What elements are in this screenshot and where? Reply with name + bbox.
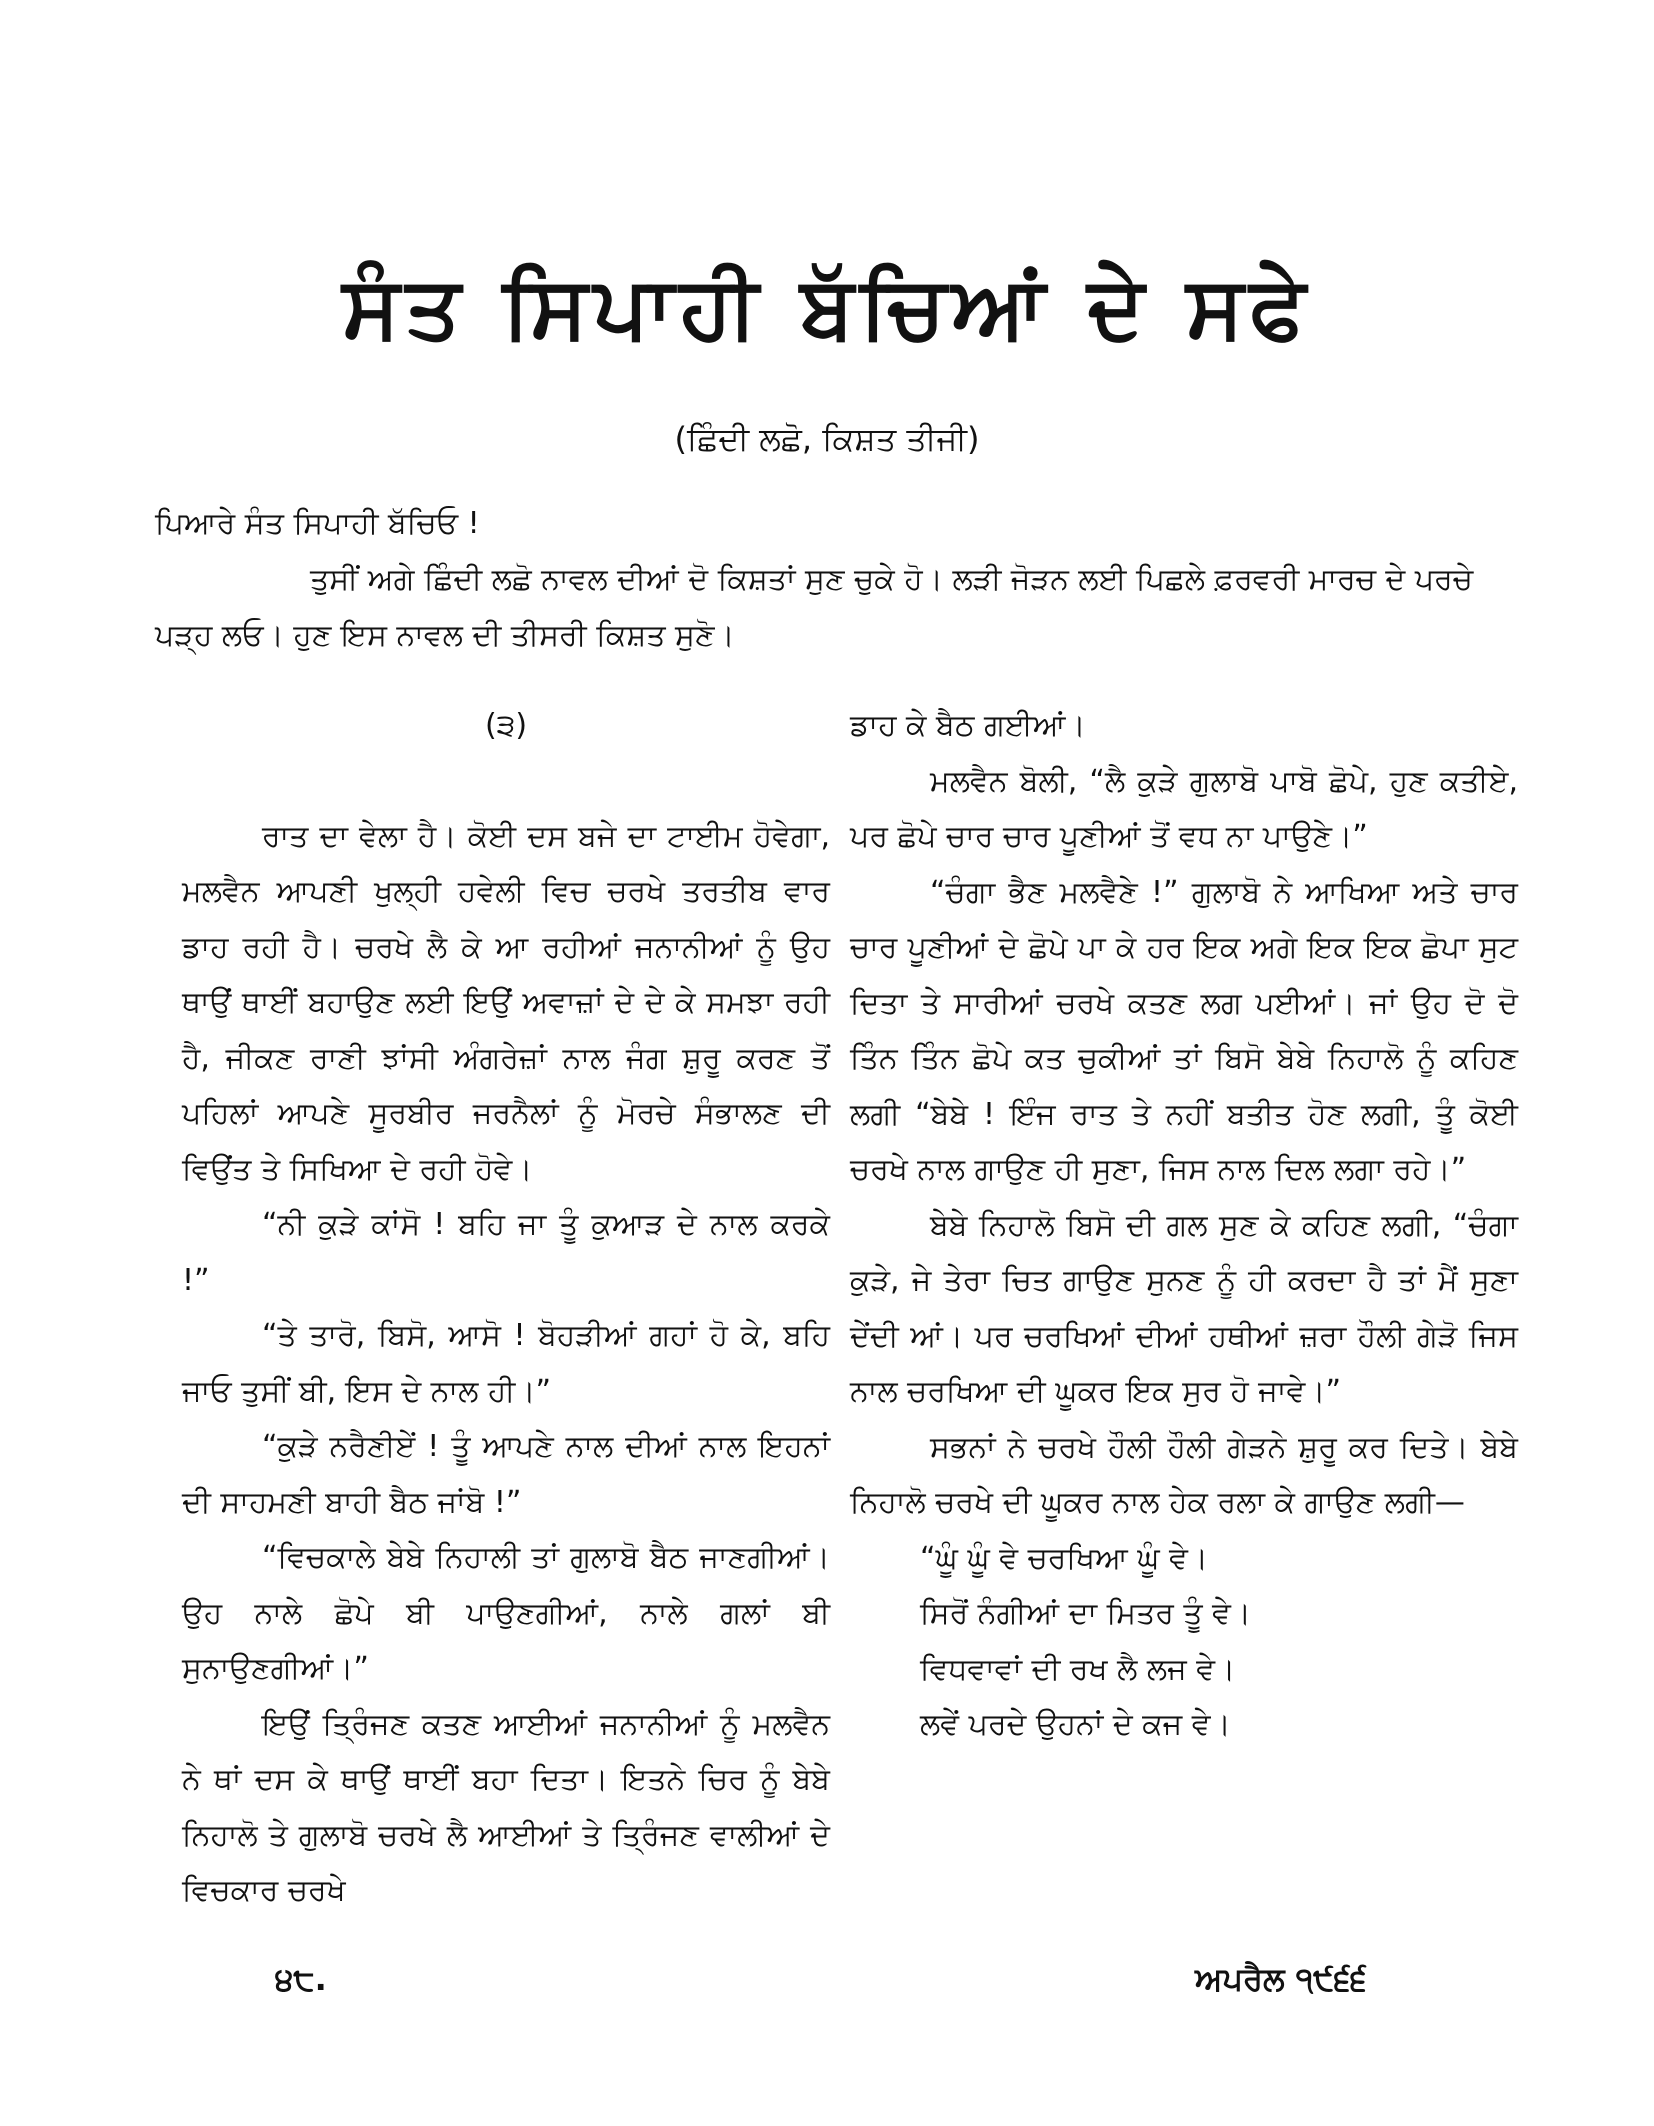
verse-line: ਲਵੇਂ ਪਰਦੇ ਉਹਨਾਂ ਦੇ ਕਜ ਵੇ। xyxy=(920,1707,1231,1742)
subtitle: (ਛਿੰਦੀ ਲਛੋ, ਕਿਸ਼ਤ ਤੀਜੀ) xyxy=(674,420,980,458)
paragraph: “ਵਿਚਕਾਲੇ ਬੇਬੇ ਨਿਹਾਲੀ ਤਾਂ ਗੁਲਾਬੋ ਬੈਠ ਜਾਣਗੀਆਂ। ਉਹ ਨਾਲੇ ਛੋਪੇ ਬੀ ਪਾਉਣਗੀਆਂ, ਨਾਲੇ ਗਲਾਂ ਬੀ ਸੁਨਾਉਣਗੀਆਂ।” xyxy=(182,1540,830,1686)
page-title: ਸੰਤ ਸਿਪਾਹੀ ਬੱਚਿਆਂ ਦੇ ਸਫੇ xyxy=(342,258,1312,358)
verse-line: ਵਿਧਵਾਵਾਂ ਦੀ ਰਖ ਲੈ ਲਜ ਵੇ। xyxy=(920,1651,1236,1687)
verse-line: “ਘੂੰ ਘੂੰ ਵੇ ਚਰਖਿਆ ਘੂੰ ਵੇ। xyxy=(920,1540,1209,1576)
song-verse xyxy=(850,1531,1518,1753)
intro-greeting: ਪਿਆਰੇ ਸੰਤ ਸਿਪਾਹੀ ਬੱਚਿਓ ! xyxy=(155,506,480,541)
paragraph: ਮਲਵੈਨ ਬੋਲੀ, “ਲੈ ਕੁੜੇ ਗੁਲਾਬੋ ਪਾਬੋ ਛੋਪੇ, ਹੁਣ ਕਤੀਏ, ਪਰ ਛੋਪੇ ਚਾਰ ਚਾਰ ਪੂਣੀਆਂ ਤੋਂ ਵਧ ਨਾ ਪਾਉਣੇ।” xyxy=(850,763,1518,854)
paragraph: “ਤੇ ਤਾਰੋ, ਬਿਸੋ, ਆਸੋ ! ਬੋਹੜੀਆਂ ਗਹਾਂ ਹੋ ਕੇ, ਬਹਿ ਜਾਓ ਤੁਸੀਂ ਬੀ, ਇਸ ਦੇ ਨਾਲ ਹੀ।” xyxy=(182,1318,830,1409)
verse-line: ਸਿਰੋਂ ਨੰਗੀਆਂ ਦਾ ਮਿਤਰ ਤੂੰ ਵੇ। xyxy=(920,1596,1252,1631)
paragraph: ਸਭਨਾਂ ਨੇ ਚਰਖੇ ਹੌਲੀ ਹੌਲੀ ਗੇੜਨੇ ਸ਼ੁਰੂ ਕਰ ਦਿਤੇ। ਬੇਬੇ ਨਿਹਾਲੋ ਚਰਖੇ ਦੀ ਘੂਕਰ ਨਾਲ ਹੇਕ ਰਲਾ ਕੇ ਗਾਉਣ ਲਗੀ— xyxy=(850,1429,1518,1520)
paragraph: ਬੇਬੇ ਨਿਹਾਲੋ ਬਿਸੋ ਦੀ ਗਲ ਸੁਣ ਕੇ ਕਹਿਣ ਲਗੀ, “ਚੰਗਾ ਕੁੜੇ, ਜੇ ਤੇਰਾ ਚਿਤ ਗਾਉਣ ਸੁਨਣ ਨੂੰ ਹੀ ਕਰਦਾ ਹੈ ਤਾਂ ਮੈਂ ਸੁਣਾ ਦੇਂਦੀ ਆਂ। ਪਰ ਚਰਖਿਆਂ ਦੀਆਂ ਹਥੀਆਂ ਜ਼ਰਾ ਹੌਲੀ ਗੇੜੋ ਜਿਸ ਨਾਲ ਚਰਖਿਆ ਦੀ ਘੂਕਰ ਇਕ ਸੁਰ ਹੋ ਜਾਵੇ।” xyxy=(850,1207,1518,1409)
page-number: ੪੮. xyxy=(275,1960,327,1998)
right-column xyxy=(850,698,1518,1753)
paragraph: “ਚੰਗਾ ਭੈਣ ਮਲਵੈਣੇ !” ਗੁਲਾਬੋ ਨੇ ਆਖਿਆ ਅਤੇ ਚਾਰ ਚਾਰ ਪੂਣੀਆਂ ਦੇ ਛੋਪੇ ਪਾ ਕੇ ਹਰ ਇਕ ਅਗੇ ਇਕ ਇਕ ਛੋਪਾ ਸੁਟ ਦਿਤਾ ਤੇ ਸਾਰੀਆਂ ਚਰਖੇ ਕਤਣ ਲਗ ਪਈਆਂ। ਜਾਂ ਉਹ ਦੋ ਦੋ ਤਿੰਨ ਤਿੰਨ ਛੋਪੇ ਕਤ ਚੁਕੀਆਂ ਤਾਂ ਬਿਸੋ ਬੇਬੇ ਨਿਹਾਲੋ ਨੂੰ ਕਹਿਣ ਲਗੀ “ਬੇਬੇ ! ਇੰਜ ਰਾਤ ਤੇ ਨਹੀਂ ਬਤੀਤ ਹੋਣ ਲਗੀ, ਤੂੰ ਕੋਈ ਚਰਖੇ ਨਾਲ ਗਾਉਣ ਹੀ ਸੁਣਾ, ਜਿਸ ਨਾਲ ਦਿਲ ਲਗਾ ਰਹੇ।” xyxy=(850,874,1518,1187)
intro-body: ਤੁਸੀਂ ਅਗੇ ਛਿੰਦੀ ਲਛੋ ਨਾਵਲ ਦੀਆਂ ਦੋ ਕਿਸ਼ਤਾਂ ਸੁਣ ਚੁਕੇ ਹੋ। ਲੜੀ ਜੋੜਨ ਲਈ ਪਿਛਲੇ ਫ਼ਰਵਰੀ ਮਾਰਚ ਦੇ ਪਰਚੇ ਪੜ੍ਹ ਲਓ। ਹੁਣ ਇਸ ਨਾਵਲ ਦੀ ਤੀਸਰੀ ਕਿਸ਼ਤ ਸੁਣੋ। xyxy=(155,562,1473,653)
intro-section xyxy=(155,496,1520,664)
left-column xyxy=(182,698,830,1919)
continuation-line: ਡਾਹ ਕੇ ਬੈਠ ਗਈਆਂ। xyxy=(850,708,1086,743)
paragraph: ਇਉਂ ਤ੍ਰਿੰਜਣ ਕਤਣ ਆਈਆਂ ਜਨਾਨੀਆਂ ਨੂੰ ਮਲਵੈਨ ਨੇ ਥਾਂ ਦਸ ਕੇ ਥਾਉਂ ਥਾਈਂ ਬਹਾ ਦਿਤਾ। ਇਤਨੇ ਚਿਰ ਨੂੰ ਬੇਬੇ ਨਿਹਾਲੋ ਤੇ ਗੁਲਾਬੋ ਚਰਖੇ ਲੈ ਆਈਆਂ ਤੇ ਤ੍ਰਿੰਜਣ ਵਾਲੀਆਂ ਦੇ ਵਿਚਕਾਰ ਚਰਖੇ xyxy=(182,1706,830,1908)
issue-date: ਅਪਰੈਲ ੧੯੬੬ xyxy=(1195,1960,1367,1998)
paragraph: “ਨੀ ਕੁੜੇ ਕਾਂਸੋ ! ਬਹਿ ਜਾ ਤੂੰ ਕੁਆੜ ਦੇ ਨਾਲ ਕਰਕੇ !” xyxy=(182,1207,830,1298)
paragraph: ਰਾਤ ਦਾ ਵੇਲਾ ਹੈ। ਕੋਈ ਦਸ ਬਜੇ ਦਾ ਟਾਈਮ ਹੋਵੇਗਾ, ਮਲਵੈਨ ਆਪਣੀ ਖੁਲ੍ਹੀ ਹਵੇਲੀ ਵਿਚ ਚਰਖੇ ਤਰਤੀਬ ਵਾਰ ਡਾਹ ਰਹੀ ਹੈ। ਚਰਖੇ ਲੈ ਕੇ ਆ ਰਹੀਆਂ ਜਨਾਨੀਆਂ ਨੂੰ ਉਹ ਥਾਉਂ ਥਾਈਂ ਬਹਾਉਣ ਲਈ ਇਉਂ ਅਵਾਜ਼ਾਂ ਦੇ ਦੇ ਕੇ ਸਮਝਾ ਰਹੀ ਹੈ, ਜੀਕਣ ਰਾਣੀ ਝਾਂਸੀ ਅੰਗਰੇਜ਼ਾਂ ਨਾਲ ਜੰਗ ਸ਼ੁਰੂ ਕਰਣ ਤੋਂ ਪਹਿਲਾਂ ਆਪਣੇ ਸੂਰਬੀਰ ਜਰਨੈਲਾਂ ਨੂੰ ਮੋਰਚੇ ਸੰਭਾਲਣ ਦੀ ਵਿਉਂਤ ਤੇ ਸਿਖਿਆ ਦੇ ਰਹੀ ਹੋਵੇ। xyxy=(182,818,830,1187)
section-number: (੩) xyxy=(484,708,528,743)
paragraph: “ਕੁੜੇ ਨਰੈਣੀਏਂ ! ਤੂੰ ਆਪਣੇ ਨਾਲ ਦੀਆਂ ਨਾਲ ਇਹਨਾਂ ਦੀ ਸਾਹਮਣੀ ਬਾਹੀ ਬੈਠ ਜਾਂਬੋ !” xyxy=(182,1429,830,1520)
